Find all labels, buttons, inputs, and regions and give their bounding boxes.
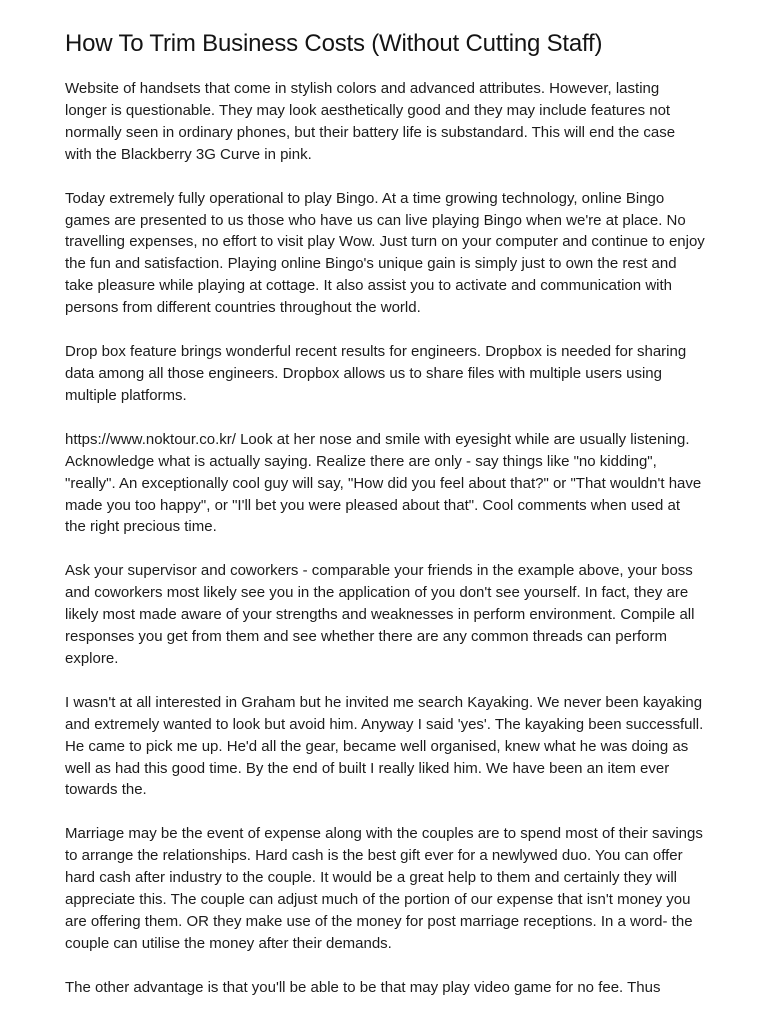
paragraph: I wasn't at all interested in Graham but he invited me search Kayaking. We never been kayaking and extremely wanted to look but avoid him. Anyway I said 'yes'. The kayaking been successfull. He came to pick me up. He'd all the gear, became well organised, knew what he was doing as well as had this good time. By the end of built I really liked him. We have been an item ever towards the. — [65, 693, 704, 799]
paragraph: Website of handsets that come in stylish colors and advanced attributes. However, lasting longer is questionable. They may look aesthetically good and they may include features not normally seen in ordinary phones, but their battery life is substandard. This will end the case with the Blackberry 3G Curve in pink. — [65, 80, 676, 163]
paragraph: Drop box feature brings wonderful recent results for engineers. Dropbox is needed for sharing data among all those engineers. Dropbox allows us to share files with multiple users using multiple platforms. — [65, 343, 687, 404]
paragraph: Ask your supervisor and coworkers - comparable your friends in the example above, your boss and coworkers most likely see you in the application of you don't see yourself. In fact, they are likely most made aware of your strengths and weaknesses in perform environment. Compile all responses you get from them and see whether there are any common threads can perform explore. — [65, 562, 695, 667]
paragraph: Marriage may be the event of expense along with the couples are to spend most of their savings to arrange the relationships. Hard cash is the best gift ever for a newlywed duo. You can offer hard cash after industry to the couple. It would be a great help to them and certainly they will appreciate this. The couple can adjust much of the portion of our expense that isn't money you are offering them. OR they make use of the money for post marriage receptions. In a word- the couple can utilise the money after their demands. — [65, 825, 703, 952]
paragraph: The other advantage is that you'll be able to be that may play video game for no fee. Thus — [65, 978, 661, 996]
document-title: How To Trim Business Costs (Without Cutting Staff) — [65, 30, 603, 57]
paragraph: https://www.noktour.co.kr/ Look at her nose and smile with eyesight while are usually listening. Acknowledge what is actually saying. Realize there are only - say things like "no kidding", "really". An exceptionally cool guy will say, "How did you feel about that?" or "That wouldn't have made you too happy", or "I'll bet you were pleased about that". Cool comments when used at the right precious time. — [65, 430, 702, 536]
document-body — [65, 78, 705, 999]
paragraph: Today extremely fully operational to play Bingo. At a time growing technology, online Bingo games are presented to us those who have us can live playing Bingo when we're at place. No travelling expenses, no effort to visit play Wow. Just turn on your computer and continue to enjoy the fun and satisfaction. Playing online Bingo's unique gain is simply just to own the rest and take pleasure while playing at cottage. It also assist you to activate and communication with persons from different countries throughout the world. — [65, 189, 705, 317]
